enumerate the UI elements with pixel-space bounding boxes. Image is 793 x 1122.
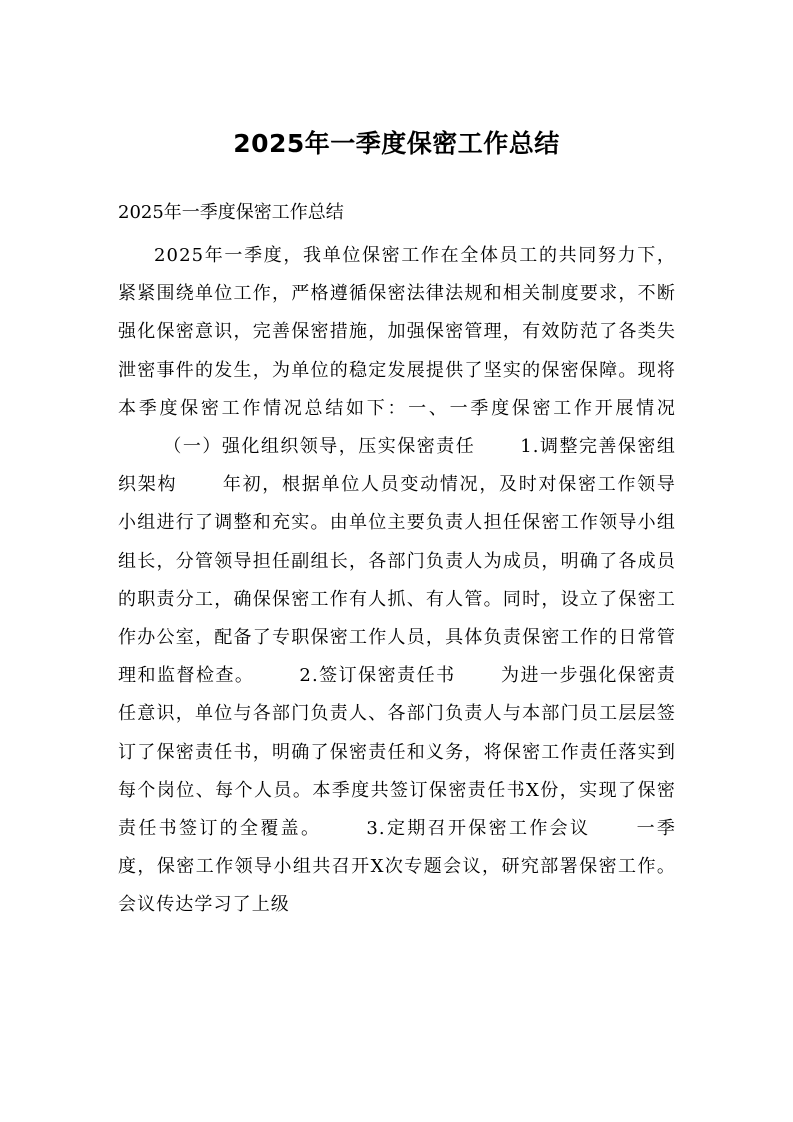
document-subtitle: 2025年一季度保密工作总结 bbox=[118, 202, 344, 223]
item-1-heading: 1.调整完善保密组织架构 bbox=[118, 436, 676, 496]
section-1-heading: 一、一季度保密工作开展情况 bbox=[408, 397, 676, 419]
document-title: 2025年一季度保密工作总结 bbox=[233, 129, 560, 158]
item-2-text: 为进一步强化保密责任意识，单位与各部门负责人、各部门负责人与本部门员工层层签订了保密责任书，明确了保密责任和义务，将保密工作责任落实到每个岗位、每个人员。本季度共签订保密责任书X份，实现了保密责任书签订的全覆盖。 bbox=[118, 665, 677, 840]
item-3-text: 一季度，保密工作领导小组共召开X次专题会议，研究部署保密工作。会议传达学习了上级 bbox=[118, 818, 676, 916]
intro-paragraph: 2025年一季度，我单位保密工作在全体员工的共同努力下，紧紧围绕单位工作，严格遵循保密法律法规和相关制度要求，不断强化保密意识，完善保密措施，加强保密管理，有效防范了各类失泄密事件的发生，为单位的稳定发展提供了坚实的保密保障。现将本季度保密工作情况总结如下： bbox=[118, 245, 676, 419]
document-body bbox=[118, 237, 676, 925]
item-1-text: 年初，根据单位人员变动情况，及时对保密工作领导小组进行了调整和充实。由单位主要负责人担任保密工作领导小组组长，分管领导担任副组长，各部门负责人为成员，明确了各成员的职责分工，确保保密工作有人抓、有人管。同时，设立了保密工作办公室，配备了专职保密工作人员，具体负责保密工作的日常管理和监督检查。 bbox=[118, 474, 676, 687]
item-2-heading: 2.签订保密责任书 bbox=[299, 665, 456, 687]
item-3-heading: 3.定期召开保密工作会议 bbox=[366, 818, 591, 840]
subsection-1-heading: （一）强化组织领导，压实保密责任 bbox=[163, 436, 476, 458]
